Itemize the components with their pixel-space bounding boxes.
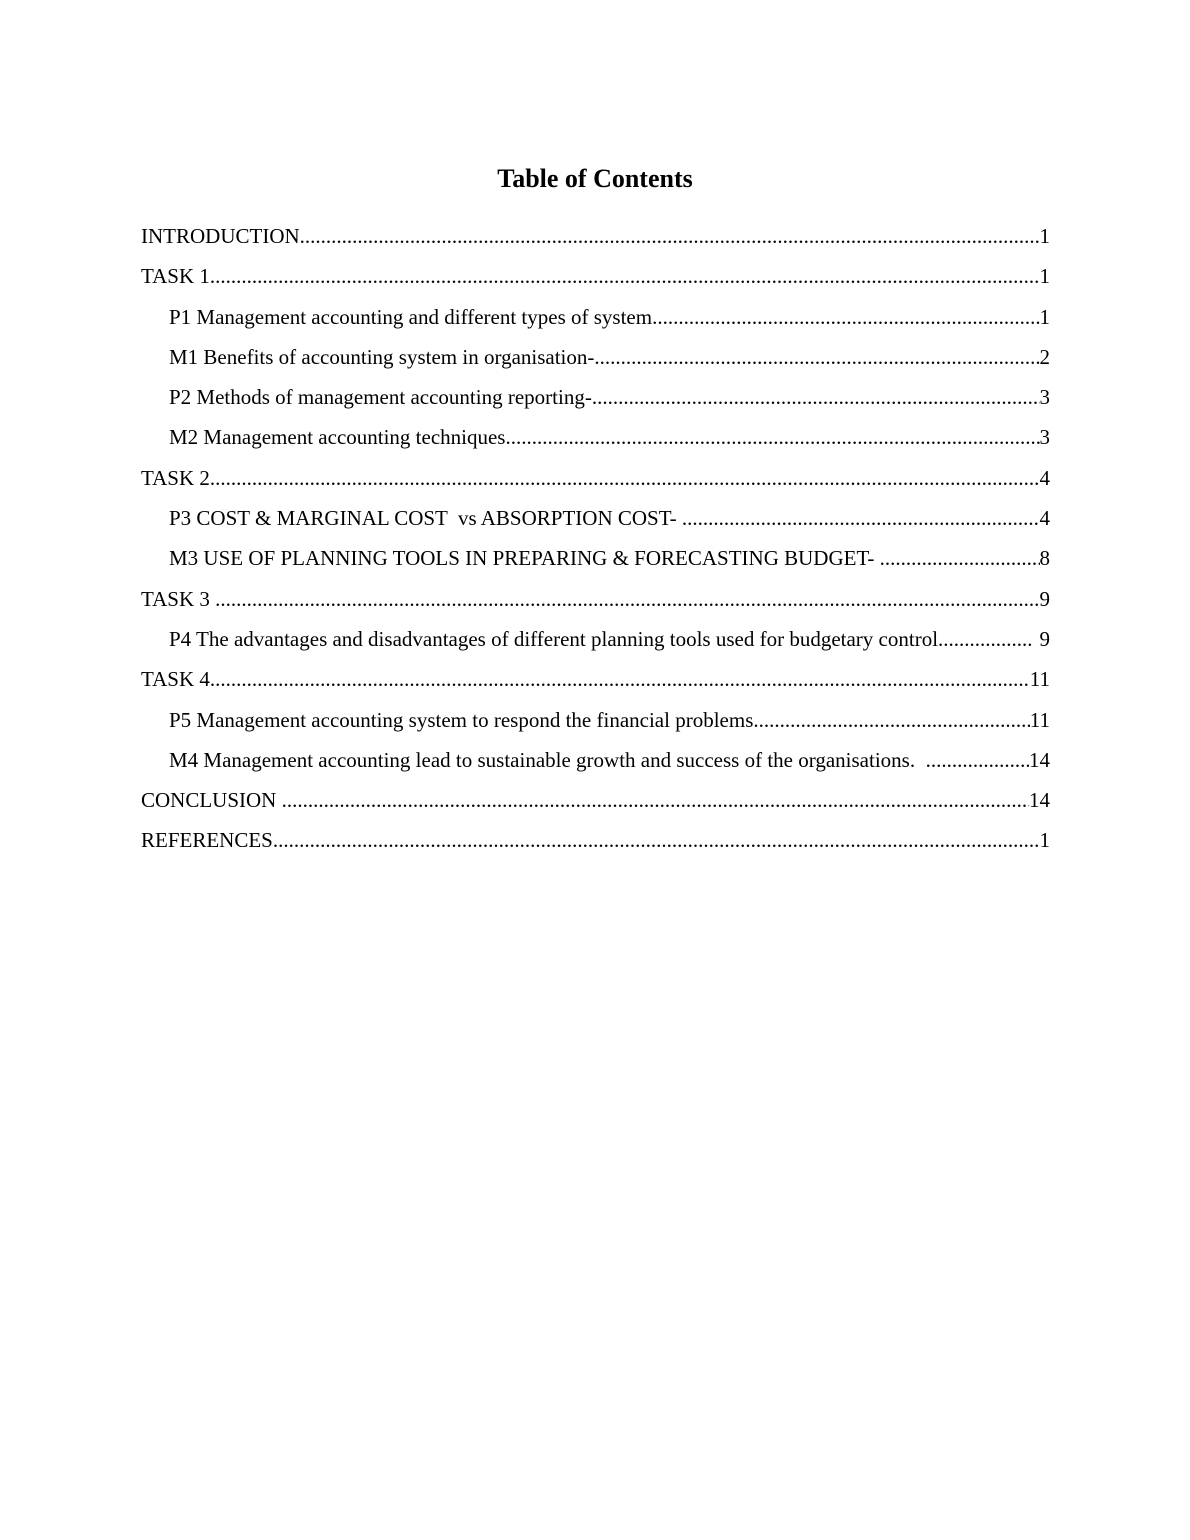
toc-entry-references[interactable] [141,820,1050,860]
toc-entry-task-4[interactable] [141,659,1050,699]
toc-page-number: 3 [1039,385,1050,410]
toc-entry-p4[interactable] [141,619,1050,659]
toc-page-number: 9 [1039,586,1050,611]
toc-entry-text: TASK 2 [141,465,210,490]
toc-page-number: 3 [1039,425,1050,450]
toc-entry-p1[interactable] [141,297,1050,337]
toc-page-number: 9 [1034,626,1050,651]
toc-dot-leader [210,659,1030,699]
toc-entry-text: P2 Methods of management accounting reporting- [169,385,592,410]
toc-dot-leader [300,216,1040,256]
toc-entry-task-2[interactable] [141,458,1050,498]
toc-entry-p2[interactable] [141,377,1050,417]
toc-page-number: 8 [1039,546,1050,571]
toc-page-number: 1 [1039,224,1050,248]
toc-page-number: 2 [1039,344,1050,369]
toc-entry-text: TASK 3 [141,586,216,611]
toc-entry-introduction[interactable] [141,216,1050,256]
toc-page-number: 11 [1029,667,1050,692]
toc-entry-text: P3 COST & MARGINAL COST vs ABSORPTION COST- [169,506,682,531]
toc-entry-m4[interactable] [141,740,1050,780]
toc-dot-leader [210,458,1040,498]
toc-entry-m3[interactable] [141,538,1050,578]
toc-dot-leader [652,297,1039,337]
toc-entry-text: P1 Management accounting and different types of system [169,304,653,329]
toc-dot-leader [938,619,1034,659]
toc-page-number: 1 [1039,304,1050,329]
toc-entry-m1[interactable] [141,337,1050,377]
toc-dot-leader [880,538,1040,578]
toc-entry-m2[interactable] [141,417,1050,457]
toc-dot-leader [273,820,1040,860]
toc-entry-text: P4 The advantages and disadvantages of different planning tools used for budgetary control [169,626,939,651]
toc-dot-leader [926,740,1029,780]
toc-dot-leader [282,780,1029,820]
toc-entry-text: TASK 4 [141,667,210,692]
toc-page-number: 4 [1039,506,1050,531]
toc-dot-leader [594,337,1039,377]
toc-entry-text: M4 Management accounting lead to sustainable growth and success of the organisations. [169,747,926,772]
toc-entry-task-1[interactable] [141,256,1050,296]
toc-entry-conclusion[interactable] [141,780,1050,820]
toc-page-number: 1 [1039,828,1050,853]
toc-entry-text: M2 Management accounting techniques [169,425,506,450]
toc-page-number: 4 [1039,465,1050,490]
toc-entry-p3[interactable] [141,498,1050,538]
toc-entry-text: CONCLUSION [141,788,282,813]
toc-entry-text: P5 Management accounting system to respond the financial problems [169,707,754,732]
toc-list [141,216,1050,861]
toc-dot-leader [505,417,1039,457]
toc-dot-leader [682,498,1040,538]
toc-entry-p5[interactable] [141,700,1050,740]
toc-page-number: 1 [1039,264,1050,289]
toc-entry-text: M3 USE OF PLANNING TOOLS IN PREPARING & FORECASTING BUDGET- [169,546,880,571]
toc-entry-text: M1 Benefits of accounting system in organisation- [169,344,595,369]
toc-entry-task-3[interactable] [141,579,1050,619]
toc-dot-leader [592,377,1040,417]
toc-dot-leader [210,256,1040,296]
toc-dot-leader [215,579,1039,619]
toc-dot-leader [753,700,1029,740]
toc-page-number: 14 [1029,747,1050,772]
toc-entry-text: REFERENCES [141,828,273,853]
toc-title: Table of Contents [497,164,693,193]
toc-entry-text: TASK 1 [141,264,210,289]
toc-page-number: 14 [1029,788,1050,813]
toc-page-number: 11 [1029,707,1050,732]
toc-entry-text: INTRODUCTION [141,224,300,248]
